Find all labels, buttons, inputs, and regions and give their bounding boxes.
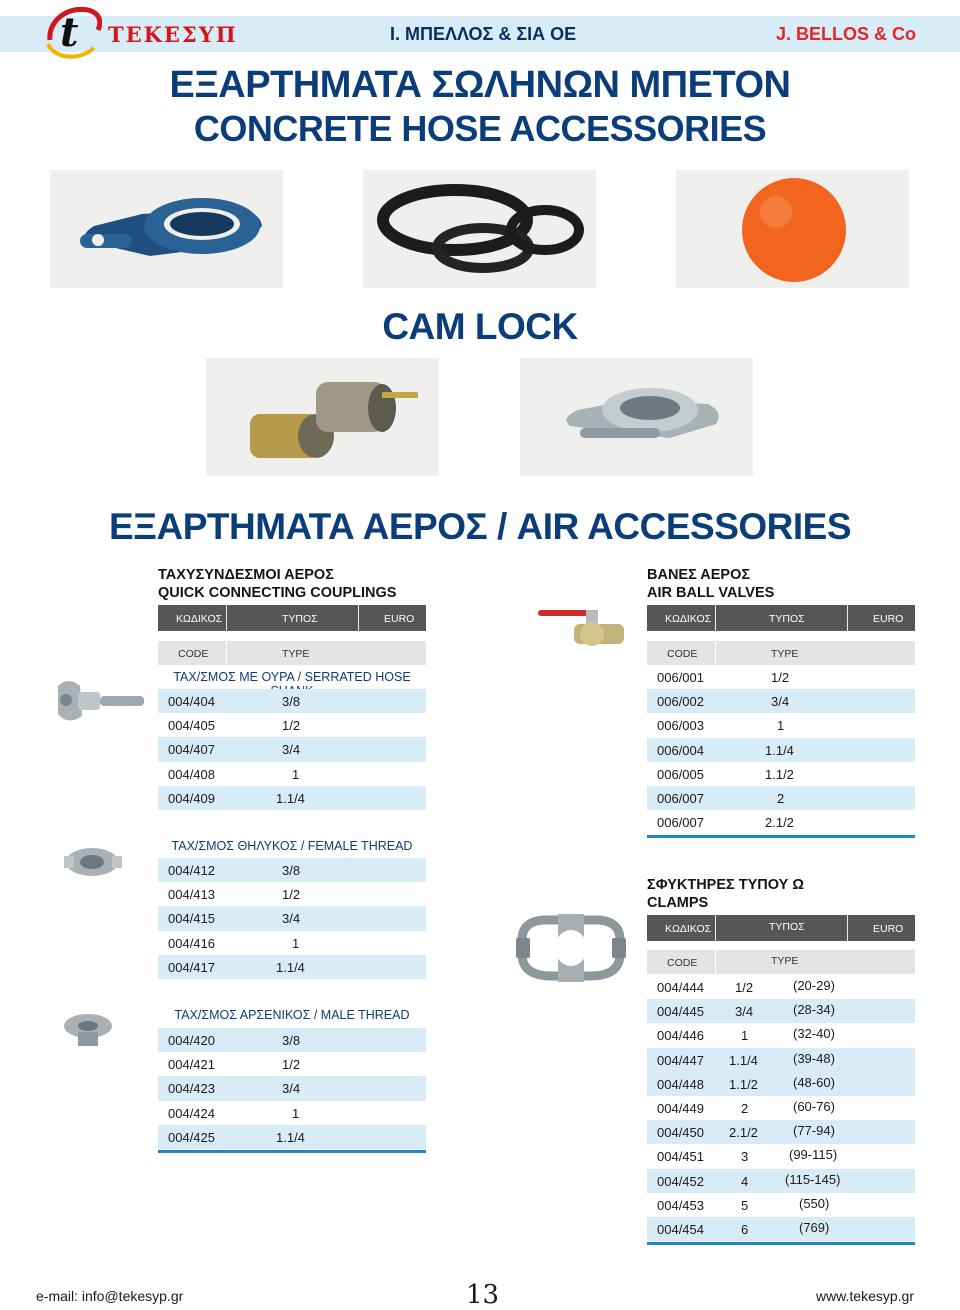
table-row: 004/417 1.1/4 xyxy=(158,955,426,979)
table-row: 006/007 2.1/2 xyxy=(657,815,794,831)
table-row: 004/423 3/4 xyxy=(158,1076,426,1100)
air-accessories-title: ΕΞΑΡΤΗΜΑΤΑ ΑΕΡΟΣ / AIR ACCESSORIES xyxy=(108,506,852,547)
clamps-col-euro: EURO xyxy=(873,923,904,935)
cam-lock-clamp-photo xyxy=(520,358,753,476)
table-row: 006/007 2 xyxy=(647,786,915,810)
serrated-hose-shank-coupling-photo xyxy=(52,672,148,728)
table-row: 004/409 1.1/4 xyxy=(158,786,426,810)
table-row: 004/444 1/2 (20-29) xyxy=(657,978,835,995)
couplings-col-euro: EURO xyxy=(384,613,415,625)
table-row: 006/005 1.1/2 xyxy=(657,766,794,782)
table-row: 004/407 3/4 xyxy=(158,737,426,761)
couplings-section-title xyxy=(158,566,396,602)
table-row: 004/451 3 (99-115) xyxy=(657,1147,838,1165)
company-name-english: J. BELLOS & Co xyxy=(775,24,916,44)
couplings-col-code-english: CODE xyxy=(178,648,209,660)
table-row: 004/447 1.1/4 (39-48) xyxy=(647,1048,915,1072)
table-row: 004/454 6 (769) xyxy=(647,1217,915,1241)
clamps-section-title xyxy=(647,876,804,912)
table-row: 006/002 3/4 xyxy=(647,689,915,713)
company-logo xyxy=(44,4,102,62)
table-row: 004/452 4 (115-145) xyxy=(647,1169,915,1193)
concrete-gasket-rings-photo xyxy=(363,170,596,288)
valves-col-code-english: CODE xyxy=(667,648,698,660)
table-row: 004/424 1 xyxy=(168,1105,300,1121)
valves-col-euro: EURO xyxy=(873,613,904,625)
valves-title-greek: ΒΑΝΕΣ ΑΕΡΟΣ xyxy=(647,567,751,583)
table-row: 004/416 1 xyxy=(168,935,300,951)
clamps-col-type-greek: ΤΥΠΟΣ xyxy=(769,921,805,933)
concrete-coupling-photo xyxy=(50,170,283,288)
company-name-greek: Ι. ΜΠΕΛΛΟΣ & ΣΙΑ ΟΕ xyxy=(390,24,577,44)
table-row: 004/425 1.1/4 xyxy=(158,1125,426,1149)
valves-col-type-greek: ΤΥΠΟΣ xyxy=(769,613,805,625)
clamps-title-english: CLAMPS xyxy=(647,895,709,911)
cam-lock-coupler-photo xyxy=(206,358,439,476)
clamps-code-row xyxy=(647,950,915,974)
couplings-col-type-greek: ΤΥΠΟΣ xyxy=(282,613,318,625)
valves-section-title xyxy=(647,566,774,602)
table-row: 004/449 2 (60-76) xyxy=(657,1098,835,1116)
couplings-title-english: QUICK CONNECTING COUPLINGS xyxy=(158,585,397,601)
valves-rows xyxy=(647,665,915,834)
concrete-title-english: CONCRETE HOSE ACCESSORIES xyxy=(193,108,767,149)
table-row: 004/412 3/8 xyxy=(158,858,426,882)
table-row: 004/413 1/2 xyxy=(168,887,301,903)
clamps-table-bottom-bar xyxy=(647,1242,915,1245)
couplings-group-1-rows xyxy=(158,689,426,810)
table-row: 004/415 3/4 xyxy=(158,906,426,930)
ball-valve-photo xyxy=(530,600,630,650)
couplings-table-bottom-bar xyxy=(158,1150,426,1153)
clamps-table-header xyxy=(647,915,915,941)
valves-table-bottom-bar xyxy=(647,835,915,838)
table-row: 004/421 1/2 xyxy=(168,1057,301,1073)
table-row: 004/408 1 xyxy=(168,766,300,782)
couplings-col-code-greek: ΚΩΔΙΚΟΣ xyxy=(176,613,223,625)
table-row: 004/445 3/4 (28-34) xyxy=(647,999,915,1023)
couplings-group-2-rows xyxy=(158,858,426,979)
couplings-col-type-english: TYPE xyxy=(282,648,310,660)
table-row: 006/001 1/2 xyxy=(657,670,790,685)
table-row: 004/420 3/8 xyxy=(158,1028,426,1052)
couplings-code-row xyxy=(158,641,426,665)
male-thread-coupling-photo xyxy=(60,1010,118,1050)
clamps-col-type-english: TYPE xyxy=(771,955,799,967)
table-row: 004/404 3/8 xyxy=(158,689,426,713)
female-thread-coupling-photo xyxy=(62,842,124,882)
cam-lock-title: CAM LOCK xyxy=(382,306,578,347)
couplings-group-3-rows xyxy=(158,1028,426,1149)
table-row: 004/453 5 (550) xyxy=(657,1195,830,1213)
valves-col-type-english: TYPE xyxy=(771,648,799,660)
table-row: 006/003 1 xyxy=(657,718,785,734)
page-footer xyxy=(0,1278,960,1310)
omega-clamp-photo xyxy=(512,910,630,986)
couplings-table-header xyxy=(158,605,426,631)
table-row: 004/446 1 (32-40) xyxy=(657,1026,835,1044)
logo-swoosh-icon xyxy=(44,4,102,62)
valves-col-code-greek: ΚΩΔΙΚΟΣ xyxy=(665,613,712,625)
couplings-group-title: ΤΑΧ/ΣΜΟΣ ΜΕ ΟΥΡΑ / SERRATED HOSE xyxy=(173,670,411,684)
couplings-group-title: ΤΑΧ/ΣΜΟΣ ΘΗΛΥΚΟΣ / FEMALE THREAD xyxy=(171,839,413,853)
valves-title-english: AIR BALL VALVES xyxy=(647,585,775,601)
table-row: 004/405 1/2 xyxy=(168,718,301,734)
clamps-col-code-greek: ΚΩΔΙΚΟΣ xyxy=(665,923,712,935)
valves-table-header xyxy=(647,605,915,631)
footer-email[interactable]: e-mail: info@tekesyp.gr xyxy=(36,1288,184,1304)
table-row: 006/004 1.1/4 xyxy=(647,738,915,762)
footer-website[interactable]: www.tekesyp.gr xyxy=(815,1288,914,1304)
couplings-group-title: ΤΑΧ/ΣΜΟΣ ΑΡΣΕΝΙΚΟΣ / MALE THREAD xyxy=(174,1008,410,1022)
table-row: 004/450 2.1/2 (77-94) xyxy=(647,1120,915,1144)
concrete-sponge-ball-photo xyxy=(676,170,909,288)
valves-code-row xyxy=(647,641,915,665)
concrete-title-greek: ΕΞΑΡΤΗΜΑΤΑ ΣΩΛΗΝΩΝ ΜΠΕΤΟΝ xyxy=(169,64,791,106)
table-row: 004/448 1.1/2 (48-60) xyxy=(647,1072,915,1096)
couplings-title-greek: ΤΑΧΥΣΥΝΔΕΣΜΟΙ ΑΕΡΟΣ xyxy=(158,567,334,583)
logo-letter: t xyxy=(60,9,79,56)
brand-name: ΤΕΚΕΣΥΠ xyxy=(108,22,238,47)
clamps-col-code-english: CODE xyxy=(667,957,698,969)
clamps-title-greek: ΣΦΥΚΤΗΡΕΣ ΤΥΠΟΥ Ω xyxy=(647,877,804,893)
page-number: 13 xyxy=(466,1280,500,1310)
clamps-rows xyxy=(647,975,915,1241)
